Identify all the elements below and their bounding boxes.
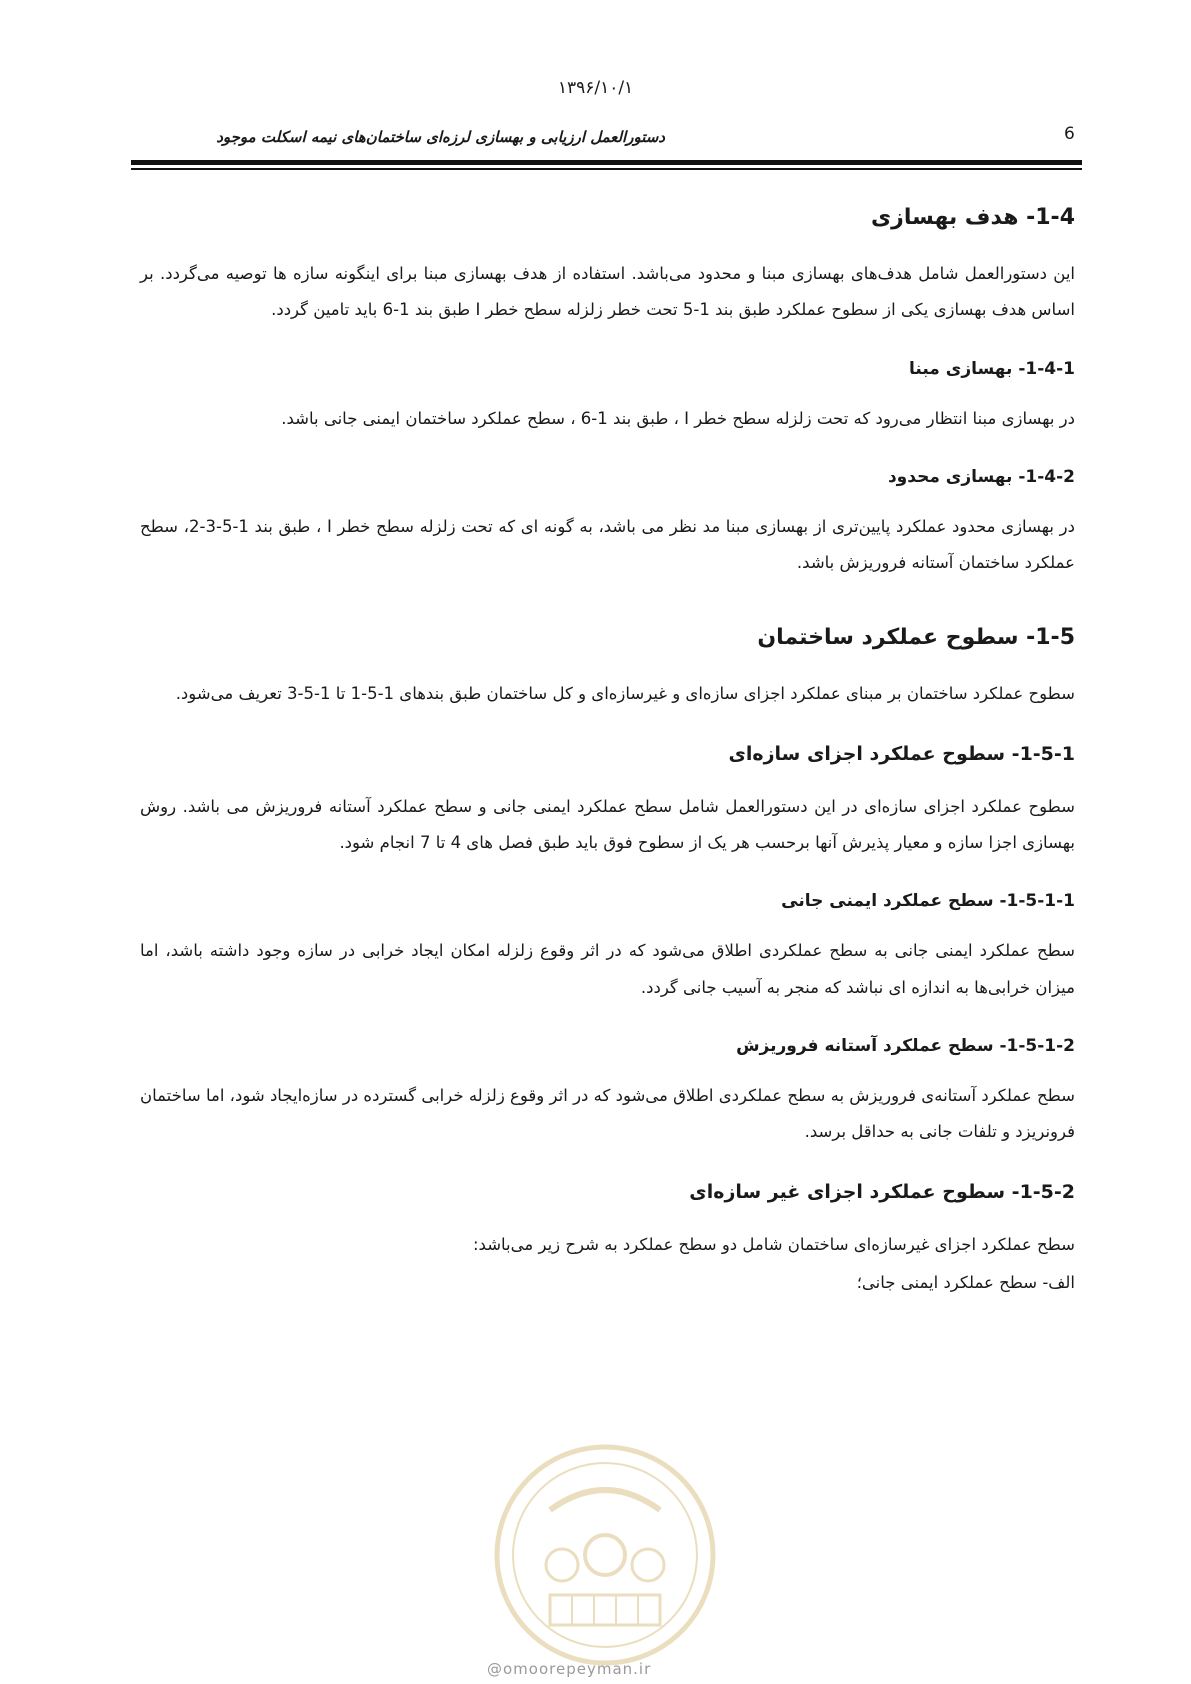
section-heading-1-4: 1-4- هدف بهسازی [871, 205, 1075, 230]
section-text-1-4-1: در بهسازی مبنا انتظار می‌رود که تحت زلزله سطح خطر I ، طبق بند 1-6 ، سطح عملکرد ساختمان ایمنی جانی باشد. [281, 408, 1075, 428]
list-item-a: الف- سطح عملکرد ایمنی جانی؛ [856, 1272, 1075, 1292]
seal-stamp-icon [490, 1440, 720, 1670]
header-rule-thin [131, 168, 1082, 170]
section-heading-1-5-2: 1-5-2- سطوح عملکرد اجزای غیر سازه‌ای [689, 1180, 1075, 1203]
section-heading-1-5: 1-5- سطوح عملکرد ساختمان [757, 625, 1075, 651]
page-body [140, 205, 1075, 1301]
section-heading-1-5-1: 1-5-1- سطوح عملکرد اجزای سازه‌ای [728, 742, 1075, 765]
section-text-1-5-1-1: سطح عملکرد ایمنی جانی به سطح عملکردی اطلاق می‌شود که در اثر وقوع زلزله امکان ایجاد خرابی در سازه وجود داشته باشد، اما میزان خرابی‌ها به اندازه ای نباشد که منجر به آسیب جانی گردد. [140, 941, 1075, 997]
section-text-1-4-2: در بهسازی محدود عملکرد پایین‌تری از بهسازی مبنا مد نظر می باشد، به گونه ای که تحت زلزله سطح خطر I ، طبق بند 1-5-3-2، سطح عملکرد ساختمان آستانه فروریزش باشد. [140, 516, 1075, 573]
section-text-1-4: این دستورالعمل شامل هدف‌های بهسازی مبنا و محدود می‌باشد. استفاده از هدف بهسازی مبنا برای اینگونه سازه ها توصیه می‌گردد. بر اساس هدف بهسازی یکی از سطوح عملکرد طبق بند 1-5 تحت خطر زلزله سطح خطر I طبق بند 1-6 باید تامین گردد. [140, 264, 1075, 320]
section-text-1-5-2: سطح عملکرد اجزای غیرسازه‌ای ساختمان شامل دو سطح عملکرد به شرح زیر می‌باشد: [472, 1234, 1075, 1254]
document-title: دستورالعمل ارزیابی و بهسازی لرزه‌ای ساختمان‌های نیمه اسکلت موجود [216, 128, 665, 146]
section-heading-1-5-1-1: 1-5-1-1- سطح عملکرد ایمنی جانی [781, 891, 1075, 912]
watermark-text: @omoorepeyman.ir [487, 1660, 652, 1678]
section-heading-1-4-1: 1-4-1- بهسازی مبنا [909, 358, 1075, 379]
header-date: ۱۳۹۶/۱۰/۱ [557, 78, 634, 98]
header-rule-thick [131, 160, 1082, 165]
section-text-1-5: سطوح عملکرد ساختمان بر مبنای عملکرد اجزای سازه‌ای و غیرسازه‌ای و کل ساختمان طبق بندهای 1-5-1 تا 1-5-3 تعریف می‌شود. [175, 684, 1075, 704]
section-heading-1-4-2: 1-4-2- بهسازی محدود [887, 466, 1075, 487]
section-heading-1-5-1-2: 1-5-1-2- سطح عملکرد آستانه فروریزش [736, 1035, 1075, 1056]
section-text-1-5-1-2: سطح عملکرد آستانه‌ی فروریزش به سطح عملکردی اطلاق می‌شود که در اثر وقوع زلزله خرابی گسترده در سازه‌ایجاد شود، اما ساختمان فرونریزد و تلفات جانی به حداقل برسد. [140, 1085, 1075, 1142]
page-number: 6 [1064, 124, 1075, 144]
section-text-1-5-1: سطوح عملکرد اجزای سازه‌ای در این دستورالعمل شامل سطح عملکرد ایمنی جانی و سطح عملکرد آستانه فروریزش می باشد. روش بهسازی اجزا سازه و معیار پذیرش آنها برحسب هر یک از سطوح فوق باید طبق فصل های 4 تا 7 انجام شود. [140, 796, 1075, 853]
